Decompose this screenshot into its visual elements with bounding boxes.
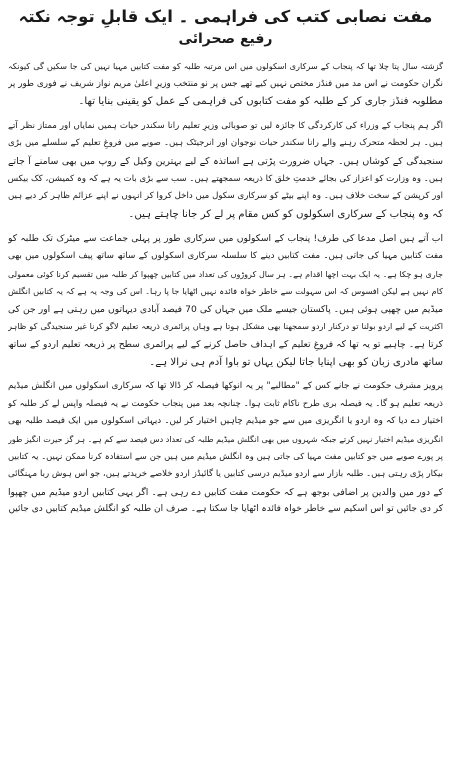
article-paragraph: [8, 230, 443, 371]
paragraph-line: بیکار پڑی رہتی ہیں۔ طلبہ بازار سے اردو میڈیم درسی کتابیں یا گائیڈز اردو خلاصے خریدتے ہیں، جو اس ہوش ربا مہنگائی: [8, 469, 443, 480]
paragraph-line: کر دی جائیں تو اس اسکیم سے خاطر خواہ فائدہ اٹھایا جا سکتا ہے۔ صرف ان طلبہ کو انگلش میڈیم کتابیں دی جائیں: [8, 504, 443, 515]
paragraph-line: کے دور میں والدین پر اضافی بوجھ ہے کہ حکومت مفت کتابیں دے رہی ہے۔ اگر یہی کتابیں اردو میڈیم میں چھپوا: [8, 486, 443, 498]
paragraph-line: ہیں۔ ہر لحظہ متحرک رہنے والے رانا سکندر حیات نوجوان اور انرجیٹک ہیں۔ صوبے میں فروغِ تعلیم کے سلسلے میں بڑی: [8, 138, 443, 149]
paragraph-line: پر پورے صوبے میں جو کتابیں مفت مہیا کی جاتی ہیں وہ انگلش میڈیم میں ہیں جن سے استفادہ کرنا ممکن نہیں۔ یہ کتابیں: [8, 451, 443, 462]
article-title: مفت نصابی کتب کی فراہمی ۔ ایک قابلِ توجہ نکتہ: [18, 7, 433, 26]
author-byline: رفیع صحرائی: [178, 31, 273, 47]
paragraph-line: انگریزی میڈیم اختیار نہیں کرتے جبکہ شہروں میں بھی انگلش میڈیم طلبہ کی تعداد دس فیصد سے کم ہے۔ ہر گز حیرت انگیز طور: [8, 434, 443, 444]
paragraph-line: پرویز مشرف حکومت نے جانے کس کے "مطالبے" پر یہ انوکھا فیصلہ کر ڈالا تھا کہ سرکاری اسکولوں میں انگلش میڈیم: [8, 381, 443, 392]
paragraph-line: مفت کتابیں مہیا کی جاتی ہیں۔ مفت کتابیں دینے کا سلسلہ سرکاری اسکولوں کے ساتھ ساتھ پیف اسکولوں میں بھی: [8, 250, 443, 261]
paragraph-line: اگر ہم پنجاب کے وزراء کی کارکردگی کا جائزہ لیں تو صوبائی وزیرِ تعلیم رانا سکندر حیات ہمیں نمایاں اور ممتاز نظر آتے: [8, 120, 443, 131]
paragraph-line: نگران حکومت نے اس مد میں فنڈز مختص نہیں کیے تھے جس پر نو منتخب وزیرِ اعلیٰ مریم نواز شریف نے فوری طور پر: [8, 78, 443, 89]
paragraph-line: ہیں۔ وہ وزارت کو اعزاز کی بجائے خدمتِ خلق کا ذریعہ سمجھتے ہیں۔ سب سے بڑی بات یہ ہے کہ وہ کمیشن، کک بیکس: [8, 173, 443, 184]
paragraph-line: اور کرپشن کے سخت خلاف ہیں۔ وہ اپنے بیٹے کو سرکاری سکول میں داخل کروا کر انہوں نے اپنے عزائم ظاہر کر دیے ہیں: [8, 191, 443, 202]
paragraph-line: اختیار دے دیا کہ وہ اردو یا انگریزی میں سے جو میڈیم چاہیں اختیار کر لیں۔ دیہاتی اسکولوں میں ایک فیصد طلبہ بھی: [8, 416, 443, 427]
article-paragraph: [8, 58, 443, 111]
paragraph-line: ذریعہ تعلیم ہو گا۔ یہ فیصلہ بری طرح ناکام ثابت ہوا۔ چنانچہ بعد میں پنجاب حکومت نے یہ فیصلہ واپس لے کر طلبہ کو: [8, 398, 443, 409]
article-body: [8, 58, 443, 519]
article-paragraph: [8, 378, 443, 519]
paragraph-line: جاری ہو چکا ہے۔ یہ ایک بہت اچھا اقدام ہے۔ ہر سال کروڑوں کی تعداد میں کتابیں چھپوا کر طلبہ میں تقسیم کرنا کوئی معمولی: [8, 269, 443, 279]
paragraph-line: گزشتہ سال پتا چلا تھا کہ پنجاب کے سرکاری اسکولوں میں اس مرتبہ طلبہ کو مفت کتابیں مہیا نہیں کی جا سکیں گی کیونکہ: [8, 61, 443, 71]
paragraph-line: اب آتے ہیں اصل مدعا کی طرف! پنجاب کے اسکولوں میں سرکاری طور پر پہلی جماعت سے میٹرک تک طلبہ کو: [8, 233, 443, 245]
paragraph-line: کرتا ہے۔ چاہیے تو یہ تھا کہ فروغِ تعلیم کے اہداف حاصل کرنے کے لیے پرائمری سطح پر ذریعہ تعلیم اردو کے ساتھ: [8, 338, 443, 350]
paragraph-line: مطلوبہ فنڈز جاری کر کے طلبہ کو مفت کتابوں کی فراہمی کے عمل کو یقینی بنایا تھا۔: [78, 96, 443, 108]
paragraph-line: کام نہیں ہے لیکن افسوس کہ اس سہولت سے خاطر خواہ فائدہ نہیں اٹھایا جا پا رہا۔ اس کی وجہ یہ ہے کہ یہ کتابیں انگلش: [8, 286, 443, 297]
paragraph-line: کہ وہ پنجاب کے سرکاری اسکولوں کو کس مقام پر لے کر جانا چاہتے ہیں۔: [128, 208, 443, 220]
paragraph-line: ساتھ مادری زبان کو بھی اپنایا جاتا لیکن یہاں تو باوا آدم ہی نرالا ہے۔: [149, 356, 443, 368]
paragraph-line: میڈیم میں چھپی ہوئی ہیں۔ پاکستان جیسے ملک میں جہاں کی 70 فیصد آبادی دیہاتوں میں رہتی ہے اور جن کی: [8, 303, 443, 315]
paragraph-line: سنجیدگی کے کوشاں ہیں۔ جہاں ضرورت پڑتی ہے اساتذہ کے لیے بہترین وکیل کے روپ میں بھی سامنے آ جاتے: [8, 155, 443, 167]
article-paragraph: [8, 118, 443, 224]
paragraph-line: اکثریت کے لیے اردو بولنا تو درکنار اردو سمجھنا بھی مشکل ہوتا ہے وہاں پرائمری ذریعہ تعلیم لاگو کرنا غیر سنجیدگی کو ظاہر: [8, 321, 443, 332]
